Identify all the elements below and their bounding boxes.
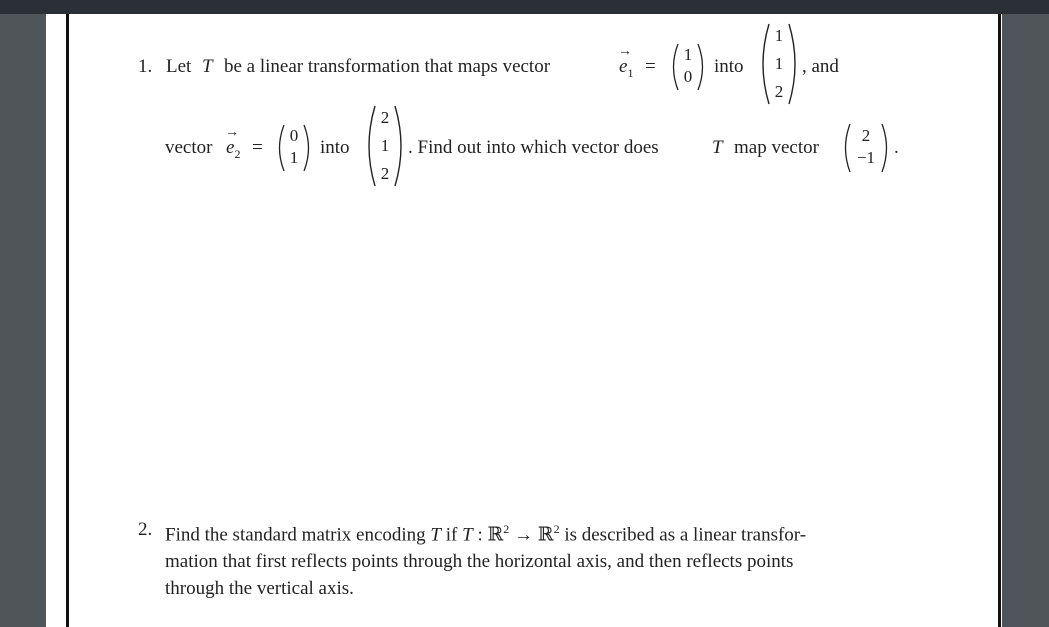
page-left-border	[66, 14, 69, 627]
problem2-colon: :	[472, 524, 488, 546]
and-text: , and	[802, 56, 839, 77]
image1-entry-1: 1	[774, 26, 784, 45]
e2-symbol: → $e_2$	[225, 125, 241, 161]
problem2-line2: mation that first reflects points through the horizontal axis, and then reflects points	[165, 551, 794, 573]
vector-word: vector	[165, 137, 213, 158]
viewer-top-bar	[0, 0, 1049, 14]
image1-entry-2: 1	[774, 54, 784, 73]
problem2-line3: through the vertical axis.	[165, 578, 354, 600]
final-period: .	[894, 137, 899, 158]
equals-2: =	[252, 137, 263, 158]
e1-entry-1: 1	[683, 45, 693, 64]
e2-entry-1: 0	[289, 126, 299, 145]
find-text: . Find out into which vector does	[408, 137, 659, 158]
image1-entry-3: 2	[774, 82, 784, 101]
equals-1: =	[645, 56, 656, 77]
problem1-T2: T	[712, 137, 723, 158]
image2-entry-1: 2	[380, 108, 390, 127]
problem2-T2: T	[462, 524, 473, 546]
problem1-T: T	[202, 56, 213, 77]
e1-column-vector	[670, 42, 706, 92]
problem2	[138, 516, 938, 602]
map-vector-text: map vector	[734, 137, 819, 158]
e2-entry-2: 1	[289, 148, 299, 167]
image2-column-vector	[366, 104, 404, 188]
image2-entry-2: 1	[380, 136, 390, 155]
page-right-border	[998, 14, 1001, 627]
image2-entry-3: 2	[380, 164, 390, 183]
problem1-text: be a linear transformation that maps vector	[224, 56, 551, 77]
problem2-text-b: if	[445, 524, 458, 546]
e1-symbol: → $e_1$	[618, 44, 634, 80]
problem2-sup-codomain: 2	[553, 522, 560, 536]
problem2-R-domain: ℝ	[487, 524, 504, 546]
problem2-number: 2.	[138, 519, 153, 540]
target-entry-1: 2	[861, 126, 871, 145]
e2-column-vector	[276, 123, 312, 173]
into-1: into	[714, 56, 744, 77]
image1-column-vector	[760, 22, 798, 106]
target-column-vector	[842, 122, 890, 174]
e1-entry-2: 0	[683, 67, 693, 86]
into-2: into	[320, 137, 350, 158]
problem2-arrow: →	[509, 524, 538, 546]
problem1-number: 1.	[138, 56, 153, 77]
problem2-sup-domain: 2	[503, 522, 510, 536]
target-entry-2: −1	[856, 148, 876, 167]
problem2-R-codomain: ℝ	[537, 524, 554, 546]
problem1-let: Let	[166, 56, 192, 77]
problem2-text-a: Find the standard matrix encoding	[165, 524, 426, 546]
problem2-T1: T	[430, 524, 441, 546]
problem2-text-c: is described as a linear transfor-	[564, 524, 807, 546]
